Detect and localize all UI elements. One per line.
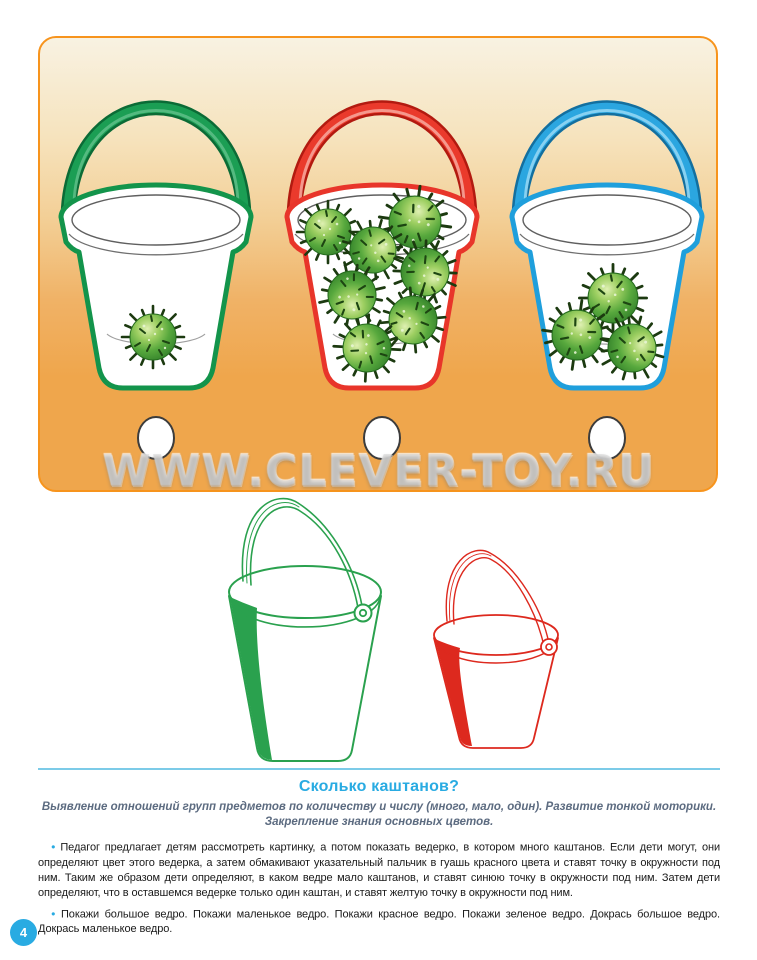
handle-pivot [355,605,372,622]
page-title: Сколько каштанов? [298,778,460,795]
subtitle-line-2: Закрепление знания основных цветов. [264,816,494,828]
illustration-card [38,36,718,492]
green-paint-stripe [230,597,272,760]
instructions-section [38,776,720,937]
answer-circle[interactable] [138,417,174,459]
coloring-buckets-illustration [0,495,757,770]
handle-pivot [541,639,557,655]
bullet-icon: ● [51,842,58,851]
tasks-paragraph [38,906,720,938]
coloring-bucket-small-red[interactable] [434,550,558,748]
watermark-text: WWW.CLEVER-TOY.RU [102,446,655,497]
answer-circle[interactable] [589,417,625,459]
lesson-goal-subtitle [38,800,720,830]
answer-circle[interactable] [364,417,400,459]
subtitle-line-1: Выявление отношений групп предметов по количеству и числу (много, мало, один). Развитие тонкой моторики. [41,801,717,813]
red-paint-stripe [435,639,472,746]
teacher-instructions-paragraph [38,839,720,901]
page-number-badge: 4 [10,919,37,946]
bucket-blue [512,108,702,459]
bucket-red [287,108,477,459]
paragraph-2-text: Покажи большое ведро. Покажи маленькое ведро. Покажи красное ведро. Покажи зеленое ведро. Докрась большое ведро. Докрась маленькое ведро. [38,908,720,935]
chestnut [122,306,184,368]
section-divider [38,768,720,770]
coloring-bucket-big-green[interactable] [229,499,381,761]
bucket-green [61,108,251,459]
paragraph-1-text: Педагог предлагает детям рассмотреть картинку, а потом показать ведерко, в котором много каштанов. Если дети могут, они определяют цвет этого ведерка, а затем обмакивают указательный пальчик в гуашь красного цвета и ставят точку в окружности под ним. Таким же образом дети определяют, в каком ведре мало каштанов, и ставят синюю точку в окружности под ним. Затем дети определяют, что в оставшемся ведерке только один каштан, и ставят желтую точку в окружности под ним. [38,841,720,899]
buckets-illustration [38,36,718,492]
bullet-icon: ● [51,908,58,918]
